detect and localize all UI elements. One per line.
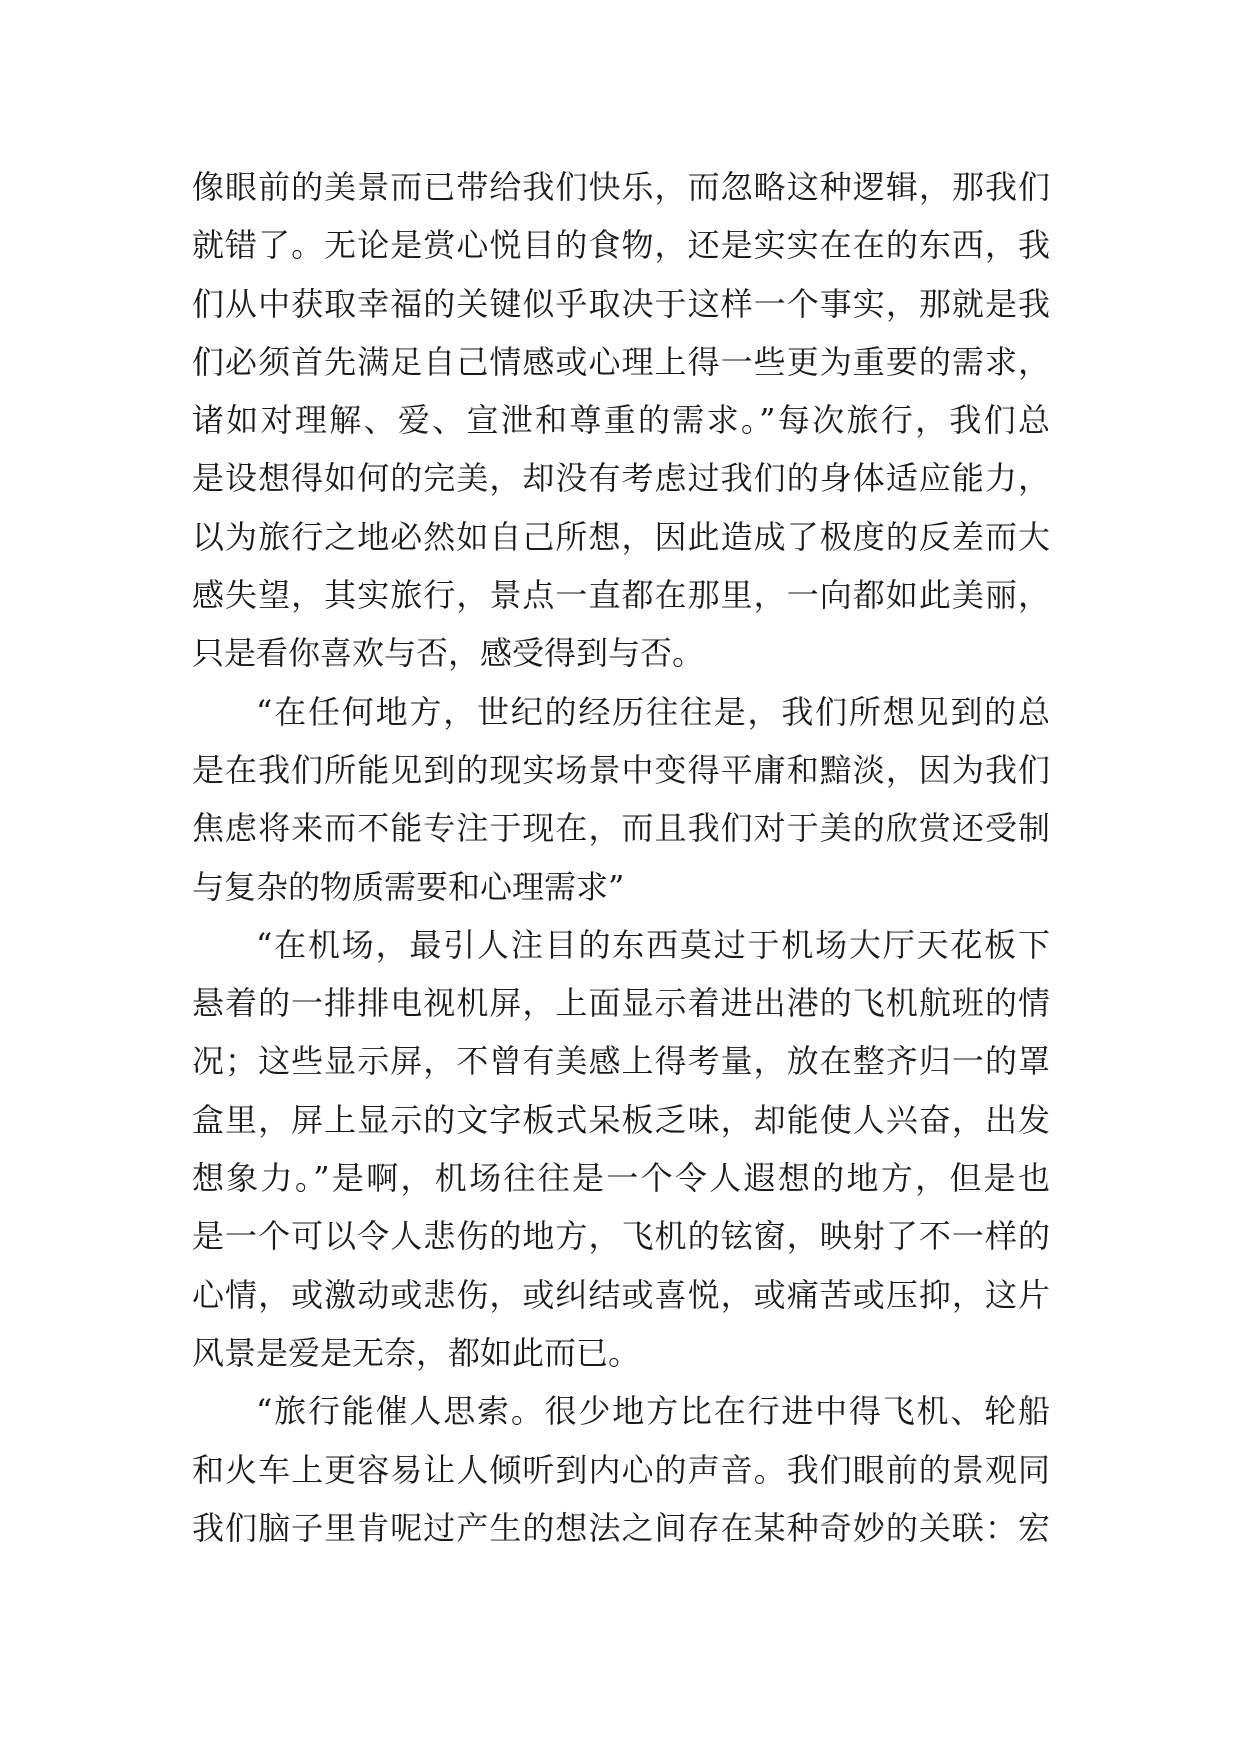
text-line: 以为旅行之地必然如自己所想，因此造成了极度的反差而大 <box>192 517 1050 556</box>
text-line: “在任何地方，世纪的经历往往是，我们所想见到的总 <box>256 692 1050 731</box>
text-line: 悬着的一排排电视机屏，上面显示着进出港的飞机航班的情 <box>192 984 1050 1023</box>
text-line: 心情，或激动或悲伤，或纠结或喜悦，或痛苦或压抑，这片 <box>192 1275 1050 1314</box>
text-line: 是在我们所能见到的现实场景中变得平庸和黯淡，因为我们 <box>192 750 1050 789</box>
text-line: 况；这些显示屏，不曾有美感上得考量，放在整齐归一的罩 <box>192 1042 1050 1081</box>
text-line: 风景是爱是无奈，都如此而已。 <box>192 1333 641 1372</box>
text-line: 们从中获取幸福的关键似乎取决于这样一个事实，那就是我 <box>192 284 1050 323</box>
text-line: 诸如对理解、爱、宣泄和尊重的需求。”每次旅行，我们总 <box>192 401 1050 440</box>
text-line: 是一个可以令人悲伤的地方，飞机的铉窗，映射了不一样的 <box>192 1217 1050 1256</box>
text-line: 与复杂的物质需要和心理需求” <box>192 867 625 906</box>
text-line: 只是看你喜欢与否，感受得到与否。 <box>192 634 705 673</box>
text-line: 和火车上更容易让人倾听到内心的声音。我们眼前的景观同 <box>192 1450 1050 1489</box>
text-line: 像眼前的美景而已带给我们快乐，而忽略这种逻辑，那我们 <box>192 168 1050 206</box>
text-line: “旅行能催人思索。很少地方比在行进中得飞机、轮船 <box>256 1392 1050 1431</box>
text-line: 我们脑子里肯呢过产生的想法之间存在某种奇妙的关联：宏 <box>192 1508 1050 1547</box>
text-line: 想象力。”是啊，机场往往是一个令人遐想的地方，但是也 <box>192 1159 1050 1198</box>
text-line: 们必须首先满足自己情感或心理上得一些更为重要的需求， <box>192 342 1050 381</box>
body-text <box>192 158 1050 1557</box>
text-line: 是设想得如何的完美，却没有考虑过我们的身体适应能力， <box>192 459 1050 498</box>
text-line: 就错了。无论是赏心悦目的食物，还是实实在在的东西，我 <box>192 226 1050 265</box>
text-line: 焦虑将来而不能专注于现在，而且我们对于美的欣赏还受制 <box>192 809 1050 848</box>
text-line: “在机场，最引人注目的东西莫过于机场大厅天花板下 <box>256 925 1050 964</box>
text-line: 盒里，屏上显示的文字板式呆板乏味，却能使人兴奋，出发 <box>192 1100 1050 1139</box>
text-line: 感失望，其实旅行，景点一直都在那里，一向都如此美丽， <box>192 576 1050 615</box>
